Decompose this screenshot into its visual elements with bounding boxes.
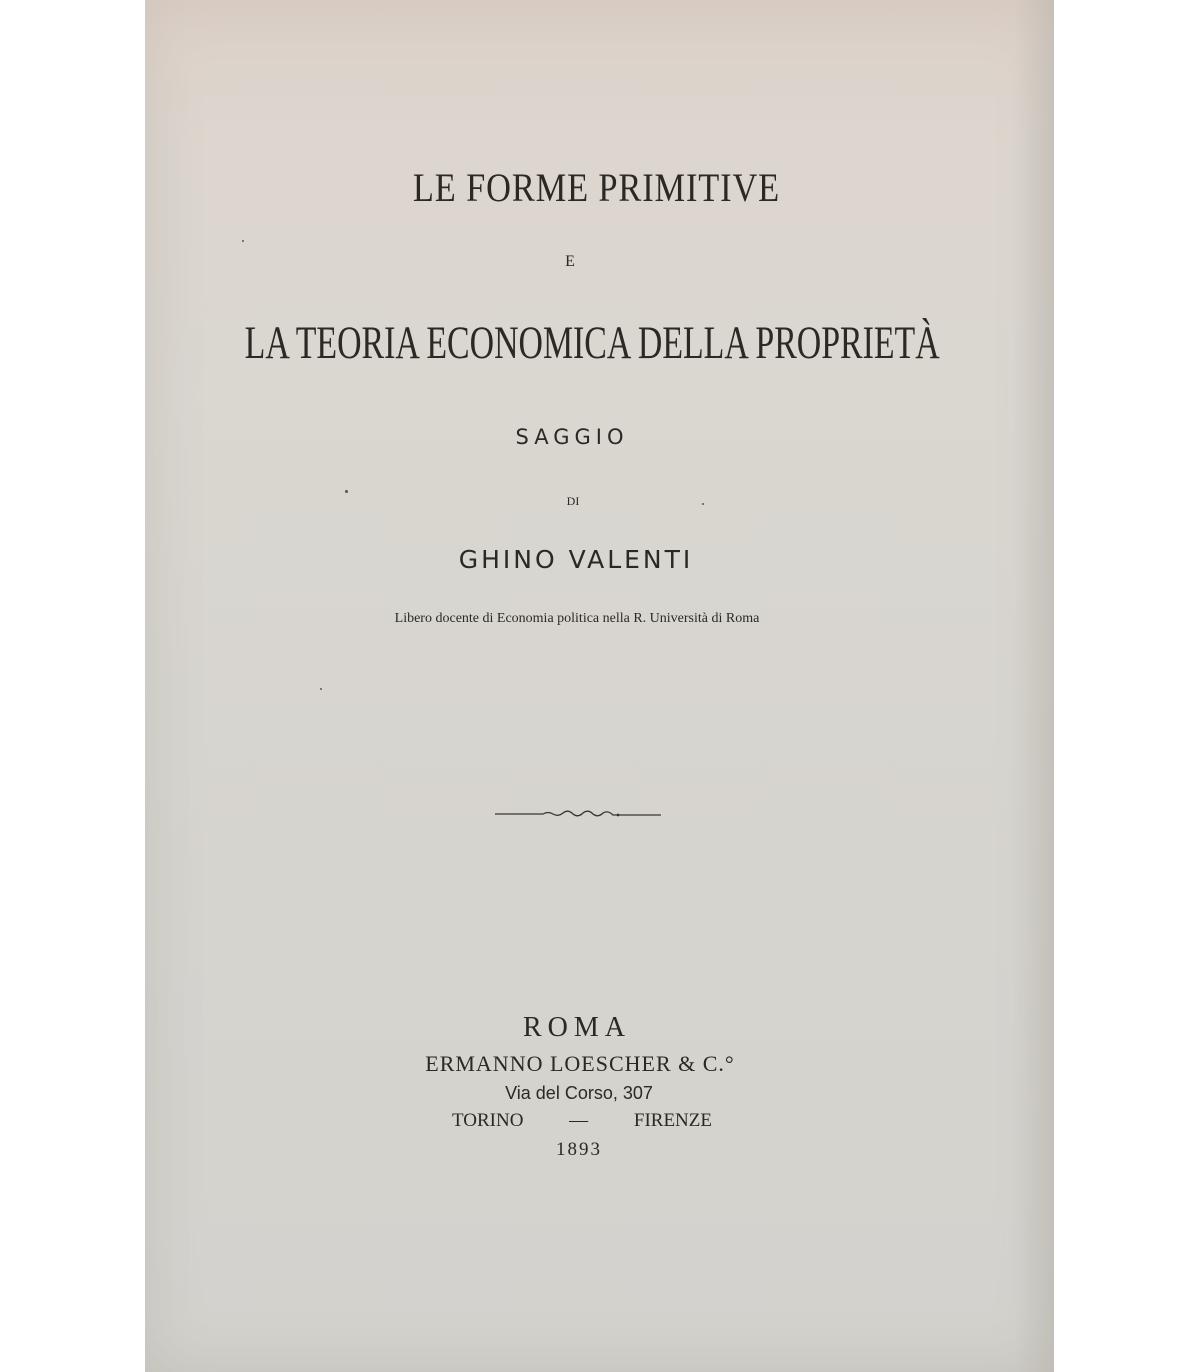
publication-year: 1893 <box>556 1139 602 1160</box>
decorative-rule-ornament <box>493 803 663 823</box>
title-line-2: LA TEORIA ECONOMICA DELLA PROPRIETÀ <box>244 317 940 369</box>
publication-city: ROMA <box>522 1012 631 1043</box>
subtitle: SAGGIO <box>515 425 629 449</box>
publisher-address: Via del Corso, 307 <box>505 1083 653 1103</box>
branch-city-firenze: FIRENZE <box>633 1110 712 1131</box>
by-label: DI <box>566 494 580 508</box>
branch-city-torino: TORINO <box>452 1110 524 1131</box>
title-line-1: LE FORME PRIMITIVE <box>412 165 781 210</box>
author-name: GHINO VALENTI <box>458 545 694 574</box>
city-separator: — <box>569 1110 589 1131</box>
author-affiliation: Libero docente di Economia politica nella R. Università di Roma <box>394 611 760 626</box>
paper-speck <box>345 490 348 493</box>
publisher-name: ERMANNO LOESCHER & C.° <box>425 1051 735 1076</box>
paper-speck <box>320 688 322 690</box>
paper-speck <box>242 240 244 242</box>
branch-cities <box>452 1110 712 1132</box>
title-conjunction: E <box>565 253 575 270</box>
